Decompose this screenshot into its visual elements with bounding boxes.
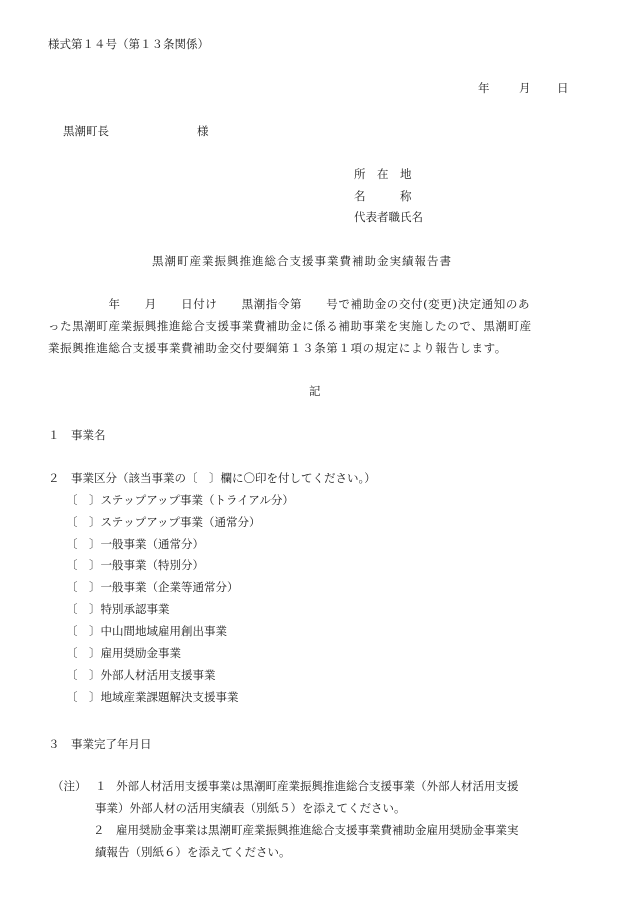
body-line: 業振興推進総合支援事業費補助金交付要綱第１３条第１項の規定により報告します。 — [48, 341, 507, 355]
list-item: 〔 〕一般事業（通常分） — [66, 537, 204, 551]
note-text: 雇用奨励金事業は黒潮町産業振興推進総合支援事業費補助金雇用奨励金事業実 — [116, 823, 519, 837]
note-text: 績報告（別紙６）を添えてください。 — [95, 845, 291, 859]
body-line: った黒潮町産業振興推進総合支援事業費補助金に係る補助事業を実施したので、黒潮町産 — [48, 319, 532, 333]
addressee-honorific: 様 — [197, 124, 209, 138]
body-line: 年 月 日付け 黒潮指令第 号で補助金の交付(変更)決定通知のあ — [48, 297, 531, 311]
section-business-name: １ 事業名 — [48, 428, 106, 442]
applicant-address-label: 所 在 地 — [354, 167, 412, 181]
date-month: 月 — [519, 81, 531, 95]
note-text: 事業）外部人材の活用実績表（別紙５）を添えてください。 — [95, 801, 406, 815]
section-completion-date: ３ 事業完了年月日 — [48, 737, 152, 751]
list-item: 〔 〕一般事業（特別分） — [66, 558, 204, 572]
list-item: 〔 〕中山間地域雇用創出事業 — [66, 624, 227, 638]
applicant-name-label: 名 称 — [354, 189, 412, 203]
list-item: 〔 〕地域産業課題解決支援事業 — [66, 690, 239, 704]
list-item: 〔 〕一般事業（企業等通常分） — [66, 580, 239, 594]
notes-label: （注） — [52, 779, 87, 793]
form-number: 様式第１４号（第１３条関係） — [48, 37, 209, 51]
date-year: 年 — [478, 81, 490, 95]
note-number: ２ — [93, 823, 105, 837]
date-day: 日 — [557, 81, 569, 95]
addressee-name: 黒潮町長 — [63, 124, 109, 138]
ki-heading: 記 — [309, 384, 321, 398]
document-title: 黒潮町産業振興推進総合支援事業費補助金実績報告書 — [152, 254, 452, 268]
list-item: 〔 〕雇用奨励金事業 — [66, 646, 181, 660]
note-text: 外部人材活用支援事業は黒潮町産業振興推進総合支援事業（外部人材活用支援 — [116, 779, 519, 793]
section-business-category: ２ 事業区分（該当事業の〔 〕欄に〇印を付してください。） — [48, 471, 376, 485]
list-item: 〔 〕ステップアップ事業（トライアル分） — [66, 493, 294, 507]
note-number: １ — [95, 779, 107, 793]
list-item: 〔 〕外部人材活用支援事業 — [66, 668, 216, 682]
applicant-representative-label: 代表者職氏名 — [354, 210, 423, 224]
list-item: 〔 〕ステップアップ事業（通常分） — [66, 515, 261, 529]
list-item: 〔 〕特別承認事業 — [66, 602, 170, 616]
